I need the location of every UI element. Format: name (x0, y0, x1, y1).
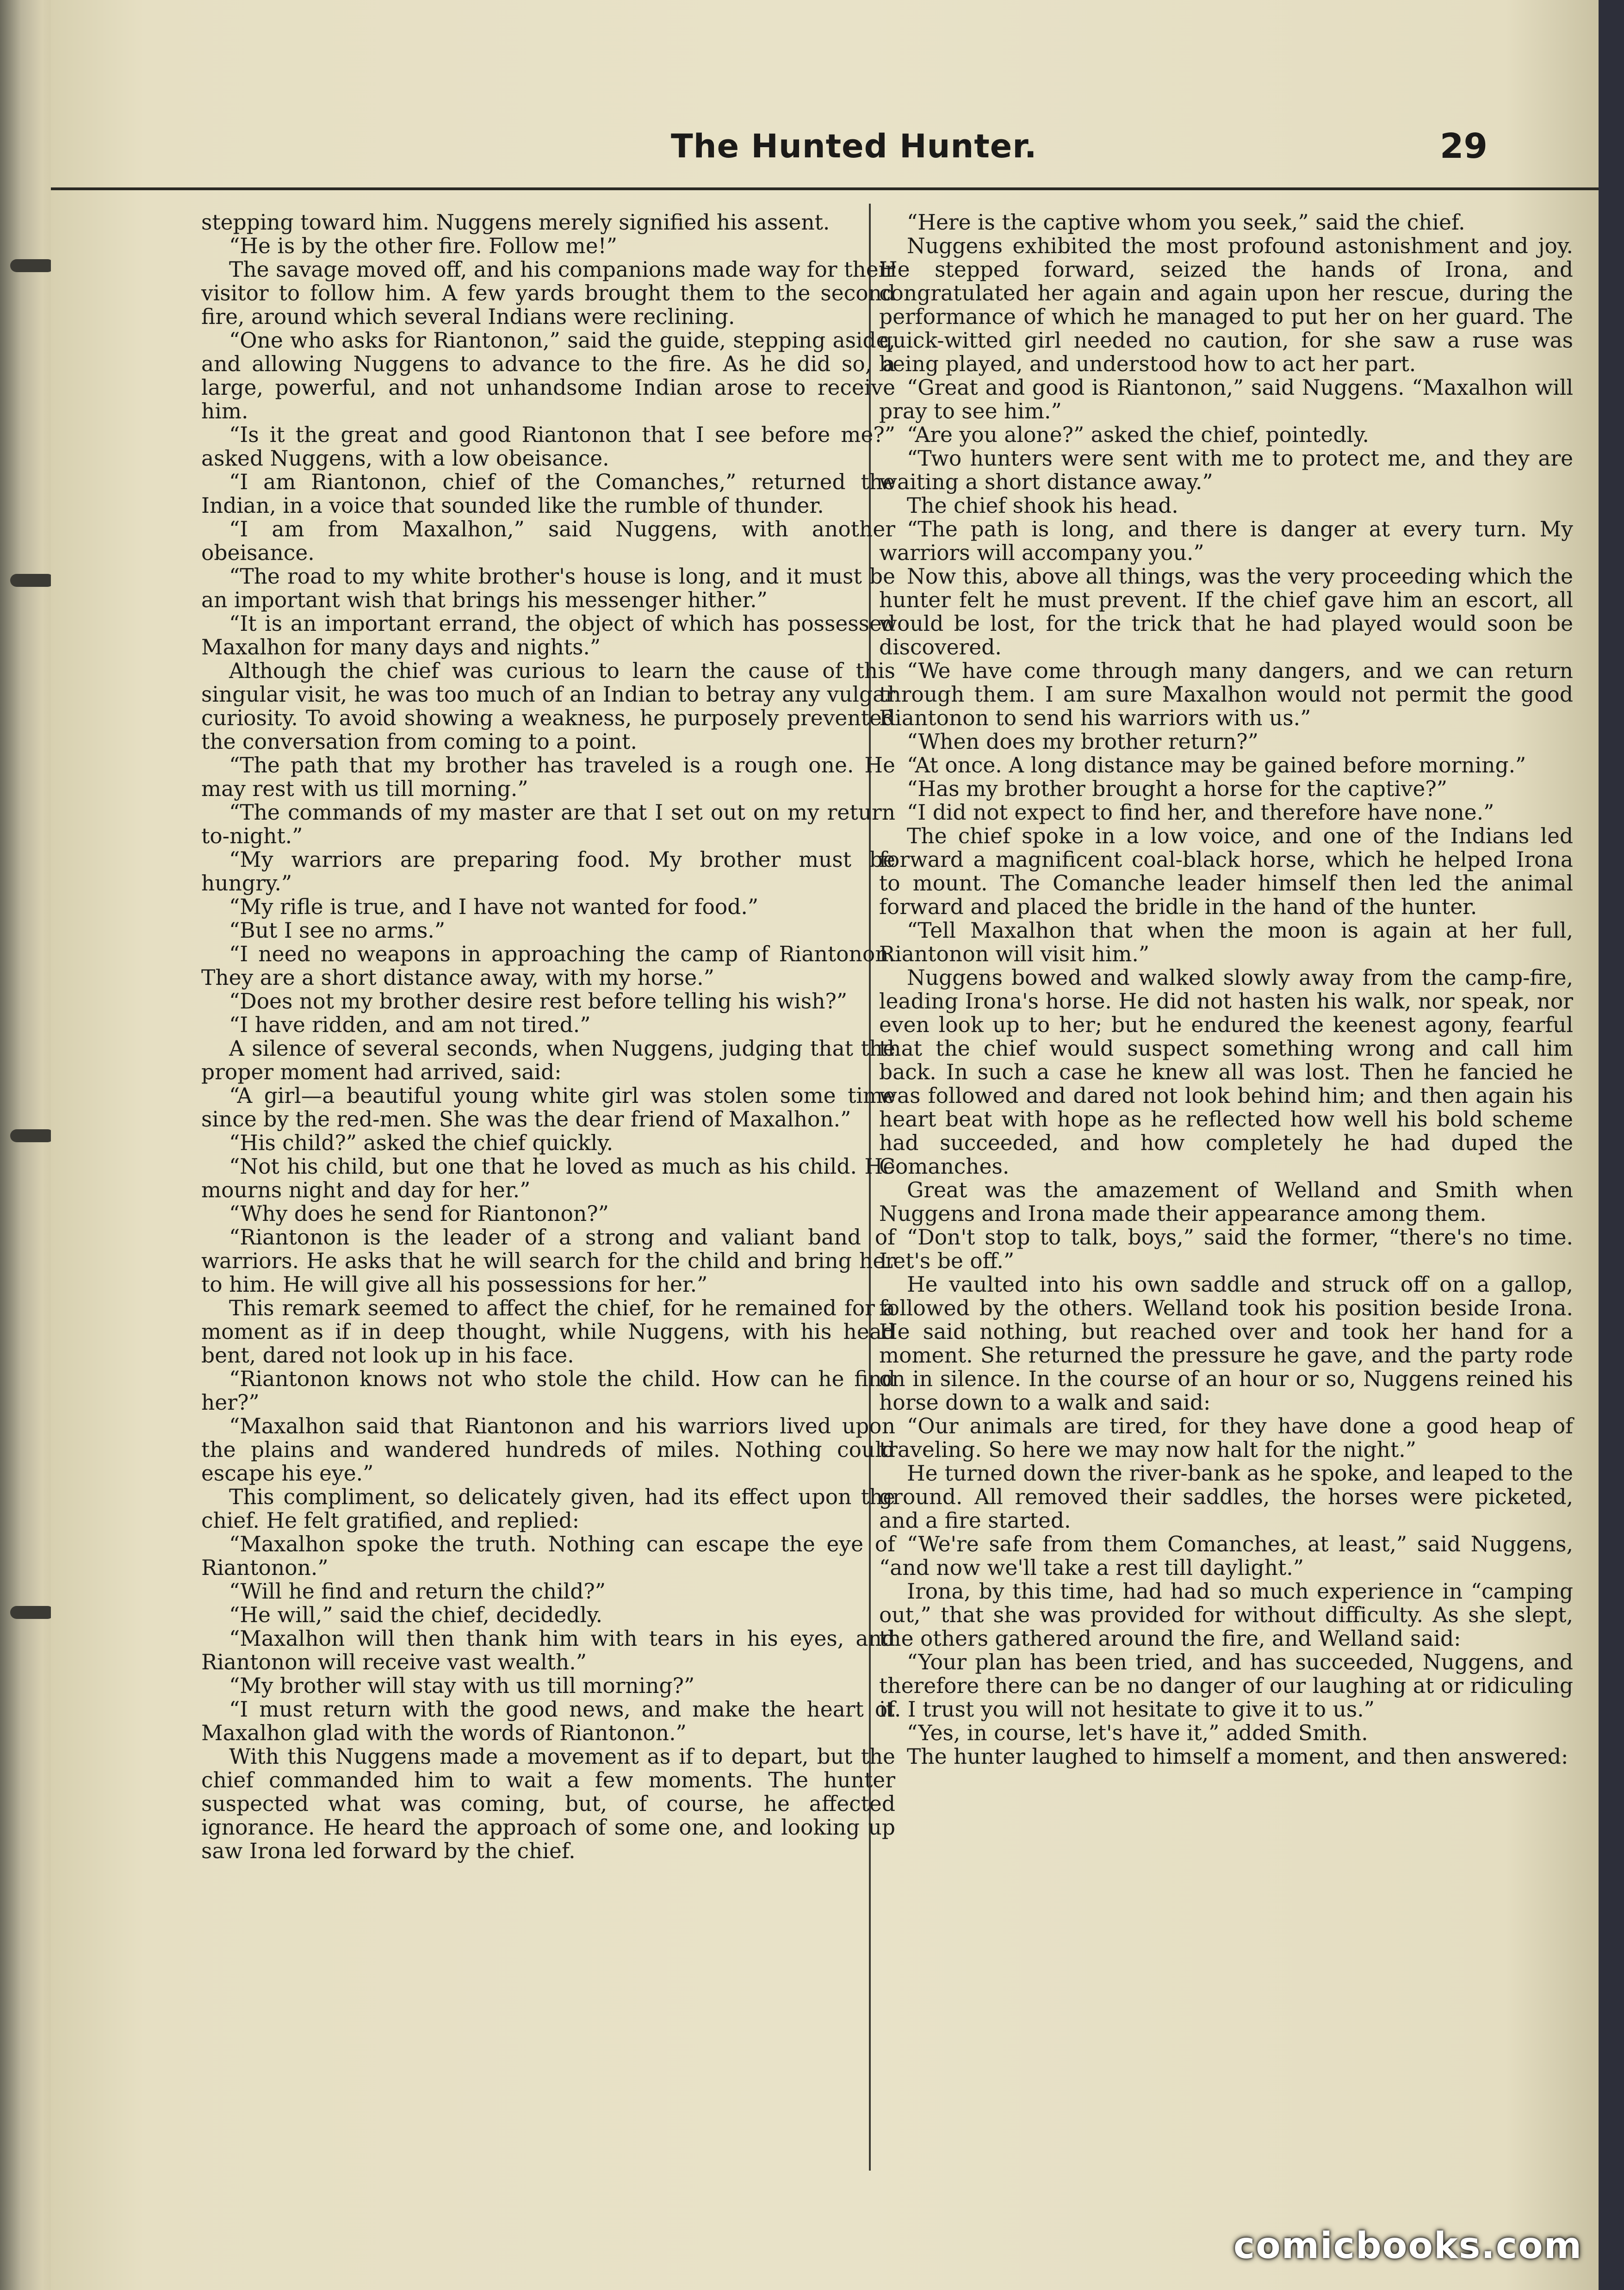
paragraph: Although the chief was curious to learn the cause of this singular visit, he was too much of an Indian to betray any vulgar curiosity. To avoid showing a weakness, he purposely prevented the conversation from coming to a point. (201, 659, 895, 754)
paragraph: “Your plan has been tried, and has succeeded, Nuggens, and therefore there can be no danger of our laughing at or ridiculing it. I trust you will not hesitate to give it to us.” (879, 1650, 1573, 1722)
paragraph: “I need no weapons in approaching the camp of Riantonon. They are a short distance away, with my horse.” (201, 942, 895, 990)
paragraph: “The commands of my master are that I set out on my return to-night.” (201, 800, 895, 848)
paragraph: “My warriors are preparing food. My brother must be hungry.” (201, 847, 895, 896)
paragraph: “Don't stop to talk, boys,” said the former, “there's no time. Let's be off.” (879, 1225, 1573, 1273)
paragraph: The hunter laughed to himself a moment, and then answered: (907, 1744, 1568, 1769)
binding-stitch (10, 259, 54, 272)
paragraph: The chief shook his head. (907, 493, 1178, 518)
paragraph: This remark seemed to affect the chief, for he remained for a moment as if in deep thought, while Nuggens, with his head bent, dared not look up in his face. (201, 1296, 895, 1368)
paragraph: “Two hunters were sent with me to protect me, and they are waiting a short distance away.” (879, 446, 1573, 494)
paragraph: “Here is the captive whom you seek,” said the chief. (907, 210, 1465, 235)
paragraph: “The path is long, and there is danger at every turn. My warriors will accompany you.” (879, 517, 1573, 565)
paragraph: He vaulted into his own saddle and struck off on a gallop, followed by the others. Welland took his position beside Irona. He said nothing, but reached over and took her hand for a moment. She returned the pressure he gave, and the party rode on in silence. In the course of an hour or so, Nuggens reined his horse down to a walk and said: (879, 1272, 1573, 1415)
paragraph: This compliment, so delicately given, had its effect upon the chief. He felt gratified, and replied: (201, 1485, 895, 1533)
paragraph: Now this, above all things, was the very proceeding which the hunter felt he must prevent. If the chief gave him an escort, all would be lost, for the trick that he had played would soon be discovered. (879, 564, 1573, 660)
paragraph: “Great and good is Riantonon,” said Nuggens. “Maxalhon will pray to see him.” (879, 375, 1573, 423)
paragraph: Nuggens exhibited the most profound astonishment and joy. He stepped forward, seized the hands of Irona, and congratulated her again and again upon her rescue, during the performance of which he managed to put her on her guard. The quick-witted girl needed no caution, for she saw a ruse was being played, and understood how to act her part. (879, 234, 1573, 376)
paragraph: “I did not expect to find her, and therefore have none.” (907, 800, 1494, 825)
paragraph: “His child?” asked the chief quickly. (229, 1131, 614, 1155)
paragraph: stepping toward him. Nuggens merely signified his assent. (201, 210, 830, 235)
page-header (51, 118, 1599, 190)
paragraph: The savage moved off, and his companions made way for their visitor to follow him. A few yards brought them to the second fire, around which several Indians were reclining. (201, 257, 895, 329)
binding-stitch (10, 574, 54, 587)
paragraph: “Has my brother brought a horse for the captive?” (907, 777, 1448, 801)
paragraph: “But I see no arms.” (229, 918, 446, 943)
paragraph: “Are you alone?” asked the chief, pointedly. (907, 423, 1370, 447)
paragraph: “One who asks for Riantonon,” said the guide, stepping aside, and allowing Nuggens to advance to the fire. As he did so, a large, powerful, and not unhandsome Indian arose to receive him. (201, 328, 895, 423)
paragraph: “Tell Maxalhon that when the moon is again at her full, Riantonon will visit him.” (879, 918, 1573, 966)
paragraph: “Will he find and return the child?” (229, 1579, 606, 1604)
binding-stitch (10, 1606, 54, 1619)
paragraph: “Not his child, but one that he loved as much as his child. He mourns night and day for her.” (201, 1154, 895, 1202)
paragraph: “At once. A long distance may be gained before morning.” (907, 753, 1526, 778)
paragraph: “He will,” said the chief, decidedly. (229, 1603, 603, 1627)
paragraph: “Yes, in course, let's have it,” added Smith. (907, 1721, 1368, 1745)
paragraph: “The road to my white brother's house is long, and it must be an important wish that brings his messenger hither.” (201, 564, 895, 612)
book-page (51, 0, 1599, 2290)
paragraph: “A girl—a beautiful young white girl was stolen some time since by the red-men. She was the dear friend of Maxalhon.” (201, 1083, 895, 1132)
paragraph: “He is by the other fire. Follow me!” (229, 234, 618, 258)
paragraph: “Is it the great and good Riantonon that I see before me?” asked Nuggens, with a low obeisance. (201, 423, 895, 471)
paragraph: “We're safe from them Comanches, at least,” said Nuggens, “and now we'll take a rest till daylight.” (879, 1532, 1573, 1580)
paragraph: “My brother will stay with us till morning?” (229, 1674, 695, 1698)
paragraph: “I am Riantonon, chief of the Comanches,” returned the Indian, in a voice that sounded like the rumble of thunder. (201, 470, 895, 518)
paragraph: “Maxalhon spoke the truth. Nothing can escape the eye of Riantonon.” (201, 1532, 895, 1580)
paragraph: “The path that my brother has traveled is a rough one. He may rest with us till morning.” (201, 753, 895, 801)
paragraph: “My rifle is true, and I have not wanted for food.” (229, 895, 759, 919)
paragraph: “Does not my brother desire rest before telling his wish?” (229, 989, 848, 1014)
text-column-left (201, 211, 895, 1863)
paragraph: “I am from Maxalhon,” said Nuggens, with another obeisance. (201, 517, 895, 565)
text-column-right (879, 211, 1573, 1768)
paragraph: The chief spoke in a low voice, and one of the Indians led forward a magnificent coal-black horse, which he helped Irona to mount. The Comanche leader himself then led the animal forward and placed the bridle in the hand of the hunter. (879, 824, 1573, 919)
paragraph: “I must return with the good news, and make the heart of Maxalhon glad with the words of Riantonon.” (201, 1697, 895, 1745)
running-title: The Hunted Hunter. (671, 127, 1037, 165)
site-watermark: comicbooks.com (1233, 2225, 1582, 2267)
paragraph: He turned down the river-bank as he spoke, and leaped to the ground. All removed their saddles, the horses were picketed, and a fire started. (879, 1461, 1573, 1533)
paragraph: Irona, by this time, had had so much experience in “camping out,” that she was provided for without difficulty. As she slept, the others gathered around the fire, and Welland said: (879, 1579, 1573, 1651)
paragraph: Great was the amazement of Welland and Smith when Nuggens and Irona made their appearance among them. (879, 1178, 1573, 1226)
paragraph: “Maxalhon said that Riantonon and his warriors lived upon the plains and wandered hundreds of miles. Nothing could escape his eye.” (201, 1414, 895, 1486)
paragraph: “Our animals are tired, for they have done a good heap of traveling. So here we may now halt for the night.” (879, 1414, 1573, 1462)
paragraph: “It is an important errand, the object of which has possessed Maxalhon for many days and nights.” (201, 611, 895, 660)
paragraph: With this Nuggens made a movement as if to depart, but the chief commanded him to wait a few moments. The hunter suspected what was coming, but, of course, he affected ignorance. He heard the approach of some one, and looking up saw Irona led forward by the chief. (201, 1744, 895, 1863)
binding-stitch (10, 1129, 54, 1142)
paragraph: “When does my brother return?” (907, 729, 1258, 754)
paragraph: A silence of several seconds, when Nuggens, judging that the proper moment had arrived, said: (201, 1036, 895, 1084)
paragraph: “I have ridden, and am not tired.” (229, 1013, 591, 1037)
paragraph: “Maxalhon will then thank him with tears in his eyes, and Riantonon will receive vast wealth.” (201, 1626, 895, 1674)
paragraph: “Riantonon knows not who stole the child. How can he find her?” (201, 1367, 895, 1415)
page-number: 29 (1440, 126, 1488, 166)
paragraph: Nuggens bowed and walked slowly away from the camp-fire, leading Irona's horse. He did not hasten his walk, nor speak, nor even look up to her; but he endured the keenest agony, fearful that the chief would suspect something wrong and call him back. In such a case he knew all was lost. Then he fancied he was followed and dared not look behind him; and then again his heart beat with hope as he reflected how well his bold scheme had succeeded, and how completely he had duped the Comanches. (879, 965, 1573, 1179)
paragraph: “Riantonon is the leader of a strong and valiant band of warriors. He asks that he will search for the child and bring her to him. He will give all his possessions for her.” (201, 1225, 895, 1297)
paragraph: “We have come through many dangers, and we can return through them. I am sure Maxalhon would not permit the good Riantonon to send his warriors with us.” (879, 659, 1573, 730)
paragraph: “Why does he send for Riantonon?” (229, 1201, 609, 1226)
